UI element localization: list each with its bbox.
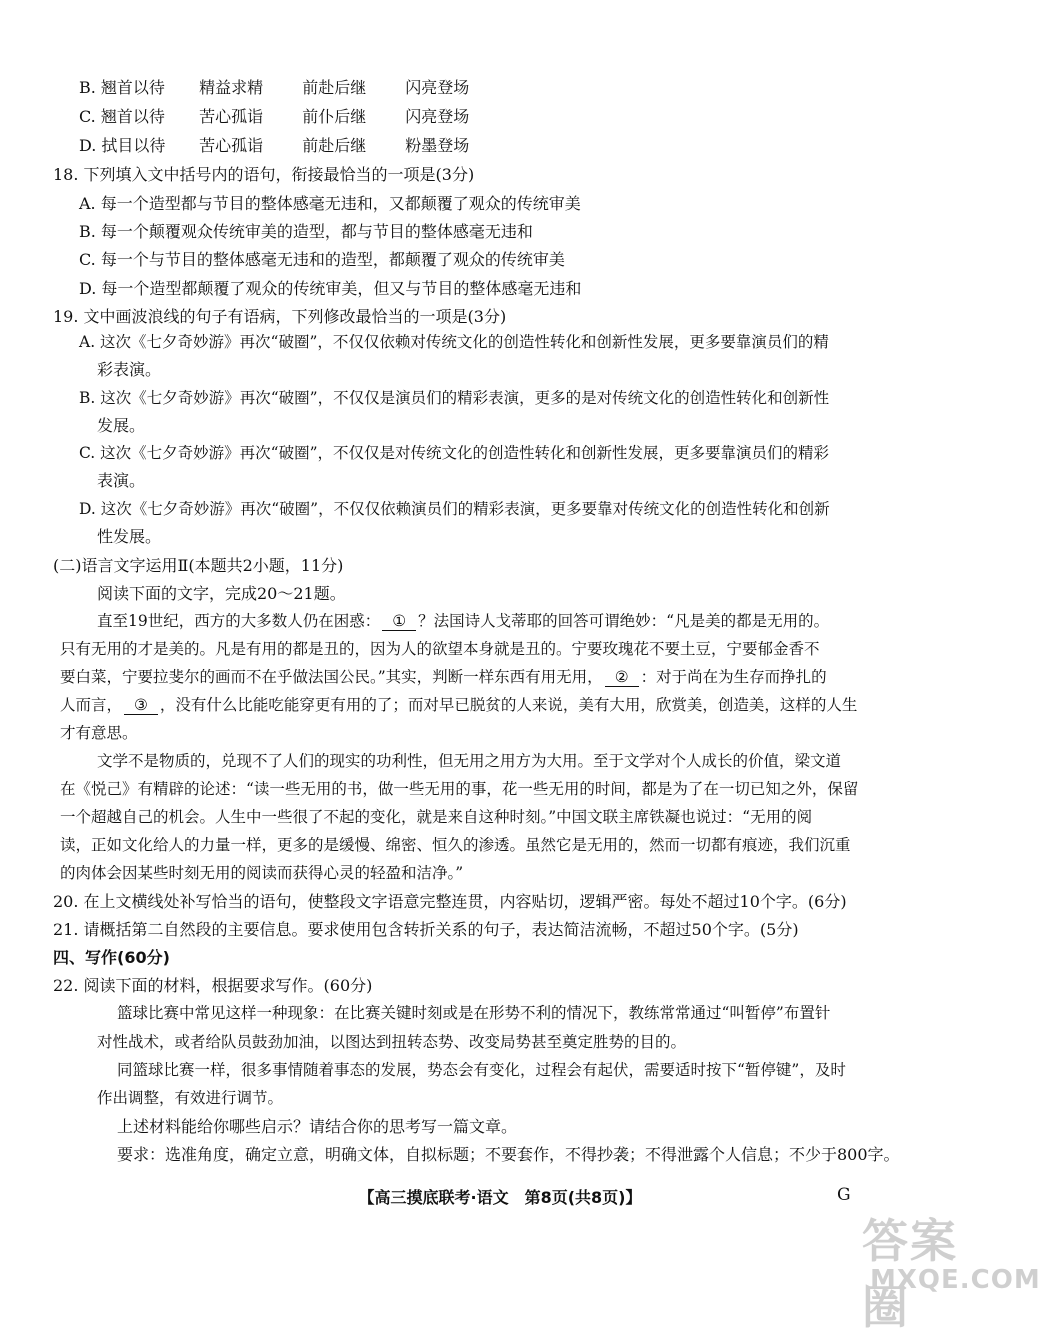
q19-option-a-line2: 彩表演。 xyxy=(97,360,162,379)
passage-p2-line5: 的肉体会因某些时刻无用的阅读而获得心灵的轻盈和洁净。” xyxy=(60,864,464,882)
q19-option-d-line2: 性发展。 xyxy=(97,527,162,546)
q17-d-word3: 前赴后继 xyxy=(302,136,367,155)
q22-material2-line2: 作出调整，有效进行调节。 xyxy=(97,1089,284,1107)
passage-p1-line1 xyxy=(97,614,829,631)
q18-option-d: D. 每一个造型都颠覆了观众的传统审美，但又与节目的整体感毫无违和 xyxy=(79,279,582,298)
q17-option-b xyxy=(79,80,469,96)
passage-p1-l3-b: ：对于尚在为生存而挣扎的 xyxy=(640,668,827,686)
blank-1: ① xyxy=(382,614,416,631)
section4-heading: 四、写作(60分) xyxy=(53,948,170,967)
q19-option-c-line1: C. 这次《七夕奇妙游》再次“破圈”，不仅仅是对传统文化的创造性转化和创新性发展，更多要靠演员们的精彩 xyxy=(79,444,830,462)
q17-d-word1: D. 拭目以待 xyxy=(79,136,166,155)
site-watermark xyxy=(862,1205,1041,1334)
q17-c-word4: 闪亮登场 xyxy=(405,107,470,126)
passage-p1-line4 xyxy=(60,698,857,715)
passage-p1-l4-a: 人而言， xyxy=(60,696,123,714)
passage-p1-line5: 才有意思。 xyxy=(60,724,138,742)
q18-stem: 18. 下列填入文中括号内的语句，衔接最恰当的一项是(3分) xyxy=(53,165,475,184)
passage-p1-l4-b: ，没有什么比能吃能穿更有用的了；而对早已脱贫的人来说，美有大用，欣赏美，创造美，这样的人生 xyxy=(159,696,858,714)
passage-p1-l1-b: ？法国诗人戈蒂耶的回答可谓绝妙：“凡是美的都是无用的。 xyxy=(418,612,830,630)
q17-option-c xyxy=(79,109,469,125)
q17-option-d xyxy=(79,138,469,154)
q19-option-c-line2: 表演。 xyxy=(97,471,146,490)
passage-p1-line2: 只有无用的才是美的。凡是有用的都是丑的，因为人的欲望本身就是丑的。宁要玫瑰花不要土豆，宁要郁金香不 xyxy=(60,640,820,658)
passage-p2-line3: 一个超越自己的机会。人生中一些很了不起的变化，就是来自这种时刻。”中国文联主席铁凝也说过：“无用的阅 xyxy=(60,808,813,826)
q22-prompt: 上述材料能给你哪些启示？请结合你的思考写一篇文章。 xyxy=(117,1117,518,1136)
q22-material1-line2: 对性战术，或者给队员鼓劲加油，以图达到扭转态势、改变局势甚至奠定胜势的目的。 xyxy=(97,1033,687,1051)
q22-stem: 22. 阅读下面的材料，根据要求写作。(60分) xyxy=(53,976,373,995)
passage-p1-l1-a: 直至19世纪，西方的大多数人仍在困惑： xyxy=(97,612,381,630)
q17-b-word4: 闪亮登场 xyxy=(405,78,470,97)
q22-material2-line1: 同篮球比赛一样，很多事情随着事态的发展，势态会有变化，过程会有起伏，需要适时按下“暂停键”，及时 xyxy=(117,1061,846,1079)
q18-option-b: B. 每一个颠覆观众传统审美的造型，都与节目的整体感毫无违和 xyxy=(79,222,533,241)
q19-stem: 19. 文中画波浪线的句子有语病，下列修改最恰当的一项是(3分) xyxy=(53,307,507,326)
q18-option-c: C. 每一个与节目的整体感毫无违和的造型，都颠覆了观众的传统审美 xyxy=(79,250,565,269)
q17-d-word2: 苦心孤诣 xyxy=(199,136,264,155)
q17-b-word1: B. 翘首以待 xyxy=(79,78,165,97)
watermark-logo-text: 答案圈 xyxy=(862,1214,958,1334)
q17-b-word3: 前赴后继 xyxy=(302,78,367,97)
q18-option-a: A. 每一个造型都与节目的整体感毫无违和，又都颠覆了观众的传统审美 xyxy=(79,194,581,213)
q21: 21. 请概括第二自然段的主要信息。要求使用包含转折关系的句子，表达简洁流畅，不超过50个字。(5分) xyxy=(53,920,799,939)
passage-p2-line2: 在《悦己》有精辟的论述：“读一些无用的书，做一些无用的事，花一些无用的时间，都是为了在一切已知之外，保留 xyxy=(60,780,859,798)
q17-c-word1: C. 翘首以待 xyxy=(79,107,165,126)
q17-d-word4: 粉墨登场 xyxy=(405,136,470,155)
watermark-url: MXQE.COM xyxy=(870,1265,1041,1295)
q22-material1-line1: 篮球比赛中常见这样一种现象：在比赛关键时刻或是在形势不利的情况下，教练常常通过“叫暂停”布置针 xyxy=(117,1004,831,1022)
q17-c-word2: 苦心孤诣 xyxy=(199,107,264,126)
q19-option-b-line2: 发展。 xyxy=(97,416,146,435)
q19-option-b-line1: B. 这次《七夕奇妙游》再次“破圈”，不仅仅是演员们的精彩表演，更多的是对传统文化的创造性转化和创新性 xyxy=(79,389,830,407)
blank-2: ② xyxy=(605,670,639,687)
q22-requirements: 要求：选准角度，确定立意，明确文体，自拟标题；不要套作，不得抄袭；不得泄露个人信息；不少于800字。 xyxy=(117,1145,900,1164)
passage-p1-l3-a: 要白菜，宁要拉斐尔的画而不在乎做法国公民。”其实，判断一样东西有用无用， xyxy=(60,668,603,686)
q20: 20. 在上文横线处补写恰当的语句，使整段文字语意完整连贯，内容贴切，逻辑严密。每处不超过10个字。(6分) xyxy=(53,892,847,911)
q19-option-d-line1: D. 这次《七夕奇妙游》再次“破圈”，不仅仅依赖演员们的精彩表演，更多要靠对传统文化的创造性转化和创新 xyxy=(79,500,830,518)
passage-p2-line4: 读，正如文化给人的力量一样，更多的是缓慢、绵密、恒久的渗透。虽然它是无用的，然而一切都有痕迹，我们沉重 xyxy=(60,836,851,854)
section2-instruction: 阅读下面的文字，完成20～21题。 xyxy=(97,584,346,603)
q17-b-word2: 精益求精 xyxy=(199,78,264,97)
q19-option-a-line1: A. 这次《七夕奇妙游》再次“破圈”，不仅仅依赖对传统文化的创造性转化和创新性发展，更多要靠演员们的精 xyxy=(79,333,829,351)
paper-version-mark: G xyxy=(837,1185,851,1205)
blank-3: ③ xyxy=(124,698,158,715)
page-footer: 【高三摸底联考·语文 第8页(共8页)】 xyxy=(358,1188,642,1207)
passage-p1-line3 xyxy=(60,670,827,687)
passage-p2-line1: 文学不是物质的，兑现不了人们的现实的功利性，但无用之用方为大用。至于文学对个人成长的价值，梁文道 xyxy=(97,752,842,770)
section2-heading: (二)语言文字运用Ⅱ(本题共2小题，11分) xyxy=(53,556,344,575)
q17-c-word3: 前仆后继 xyxy=(302,107,367,126)
